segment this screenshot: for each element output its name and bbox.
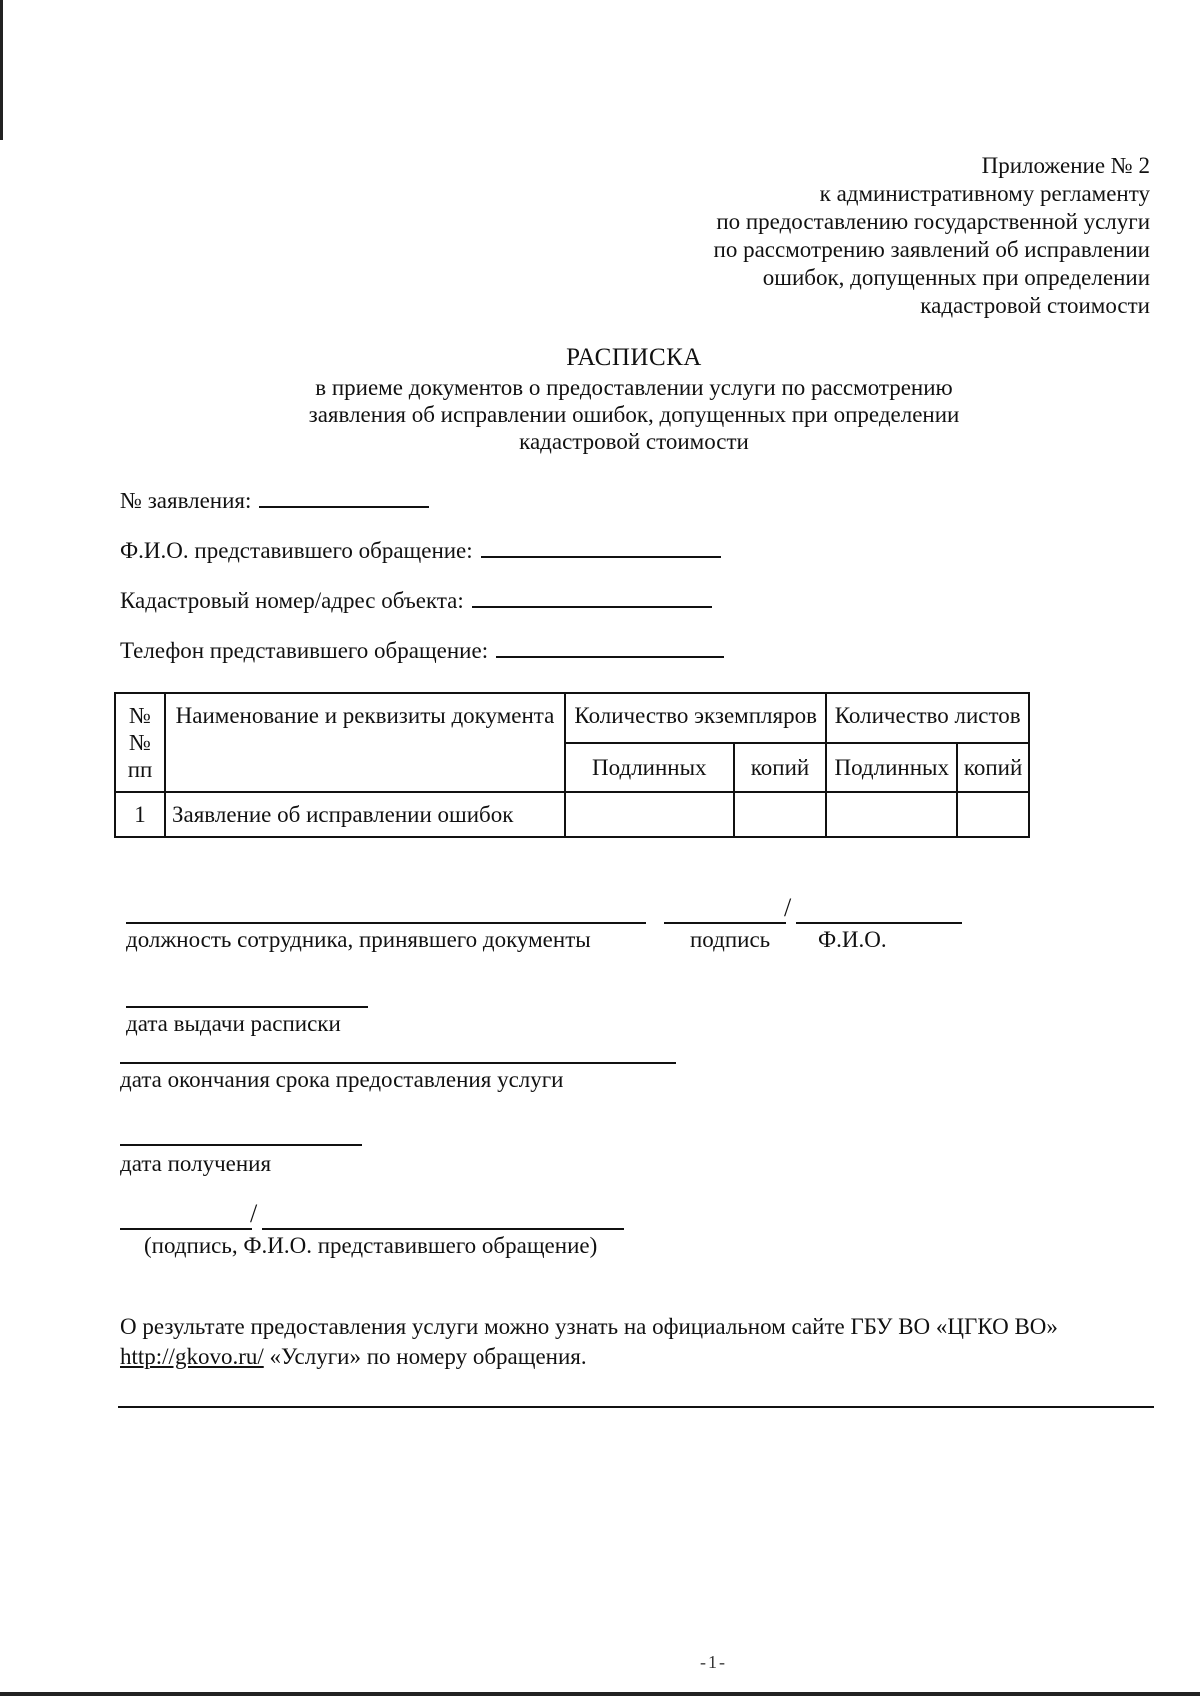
appendix-line: Приложение № 2 <box>981 153 1150 178</box>
applicant-signature-slash: / <box>250 1199 258 1228</box>
column-header-copies-originals: Подлинных <box>565 743 734 793</box>
receipt-title: РАСПИСКА <box>566 344 702 371</box>
receipt-subtitle <box>0 374 1200 455</box>
scan-edge-bottom <box>0 1692 1200 1696</box>
scan-edge-left <box>0 0 3 140</box>
applicant-signature-line[interactable] <box>120 1228 252 1230</box>
row-sheets-originals[interactable] <box>826 792 957 837</box>
documents-table <box>114 692 1030 838</box>
receipt-subtitle-line: кадастровой стоимости <box>519 429 749 454</box>
column-header-sheets-copies: копий <box>957 743 1029 793</box>
applicant-name-field <box>120 536 721 565</box>
table-header-row <box>115 693 1029 743</box>
result-note <box>120 1312 1120 1372</box>
issue-date-caption: дата выдачи расписки <box>126 1011 341 1036</box>
row-copies-originals[interactable] <box>565 792 734 837</box>
applicant-phone-blank[interactable] <box>496 636 724 658</box>
issue-date-line[interactable] <box>126 1006 368 1008</box>
row-number: 1 <box>115 792 165 837</box>
appendix-line: ошибок, допущенных при определении <box>762 265 1150 290</box>
receipt-date-line[interactable] <box>120 1144 362 1146</box>
column-header-sheets-originals: Подлинных <box>826 743 957 793</box>
signature-caption: подпись <box>690 927 771 952</box>
row-sheets-copies[interactable] <box>957 792 1029 837</box>
application-number-label: № заявления: <box>120 488 252 513</box>
row-document: Заявление об исправлении ошибок <box>165 792 565 837</box>
cadastral-number-field <box>120 586 712 615</box>
appendix-header <box>590 152 1150 320</box>
applicant-phone-field <box>120 636 724 665</box>
position-signature-line[interactable] <box>126 922 646 924</box>
appendix-line: по предоставлению государственной услуги <box>716 209 1150 234</box>
position-caption: должность сотрудника, принявшего документы <box>126 927 591 952</box>
applicant-name-label: Ф.И.О. представившего обращение: <box>120 538 473 563</box>
page-number: -1- <box>700 1652 727 1672</box>
applicant-signature-caption: (подпись, Ф.И.О. представившего обращение) <box>144 1233 598 1258</box>
deadline-date-line[interactable] <box>120 1062 676 1064</box>
receipt-subtitle-line: заявления об исправлении ошибок, допущенных при определении <box>308 402 960 427</box>
column-header-copies-count: Количество экземпляров <box>565 693 826 743</box>
applicant-name-signature-line[interactable] <box>262 1228 624 1230</box>
table-row <box>115 792 1029 837</box>
column-header-copies-copies: копий <box>734 743 827 793</box>
note-text-start: О результате предоставления услуги можно узнать на официальном сайте ГБУ ВО «ЦГКО ВО» <box>120 1314 1058 1339</box>
signature-slash: / <box>784 893 792 922</box>
appendix-line: кадастровой стоимости <box>920 293 1150 318</box>
bottom-rule <box>118 1406 1154 1408</box>
receipt-subtitle-line: в приеме документов о предоставлении услуги по рассмотрению <box>315 375 953 400</box>
column-header-sheets-count: Количество листов <box>826 693 1029 743</box>
cadastral-number-label: Кадастровый номер/адрес объекта: <box>120 588 464 613</box>
name-caption: Ф.И.О. <box>818 927 887 952</box>
application-number-field <box>120 486 429 515</box>
application-number-blank[interactable] <box>259 486 429 508</box>
applicant-name-blank[interactable] <box>481 536 721 558</box>
column-header-document: Наименование и реквизиты документа <box>165 693 565 792</box>
cadastral-number-blank[interactable] <box>472 586 712 608</box>
appendix-line: к административному регламенту <box>819 181 1150 206</box>
website-link[interactable]: http://gkovo.ru/ <box>120 1344 264 1369</box>
receipt-date-caption: дата получения <box>120 1151 272 1176</box>
signature-line[interactable] <box>664 922 786 924</box>
name-signature-line[interactable] <box>796 922 962 924</box>
column-header-number: № № пп <box>115 693 165 792</box>
appendix-line: по рассмотрению заявлений об исправлении <box>713 237 1150 262</box>
deadline-date-caption: дата окончания срока предоставления услуги <box>120 1067 564 1092</box>
row-copies-copies[interactable] <box>734 792 827 837</box>
note-text-end: «Услуги» по номеру обращения. <box>269 1344 587 1369</box>
applicant-phone-label: Телефон представившего обращение: <box>120 638 489 663</box>
